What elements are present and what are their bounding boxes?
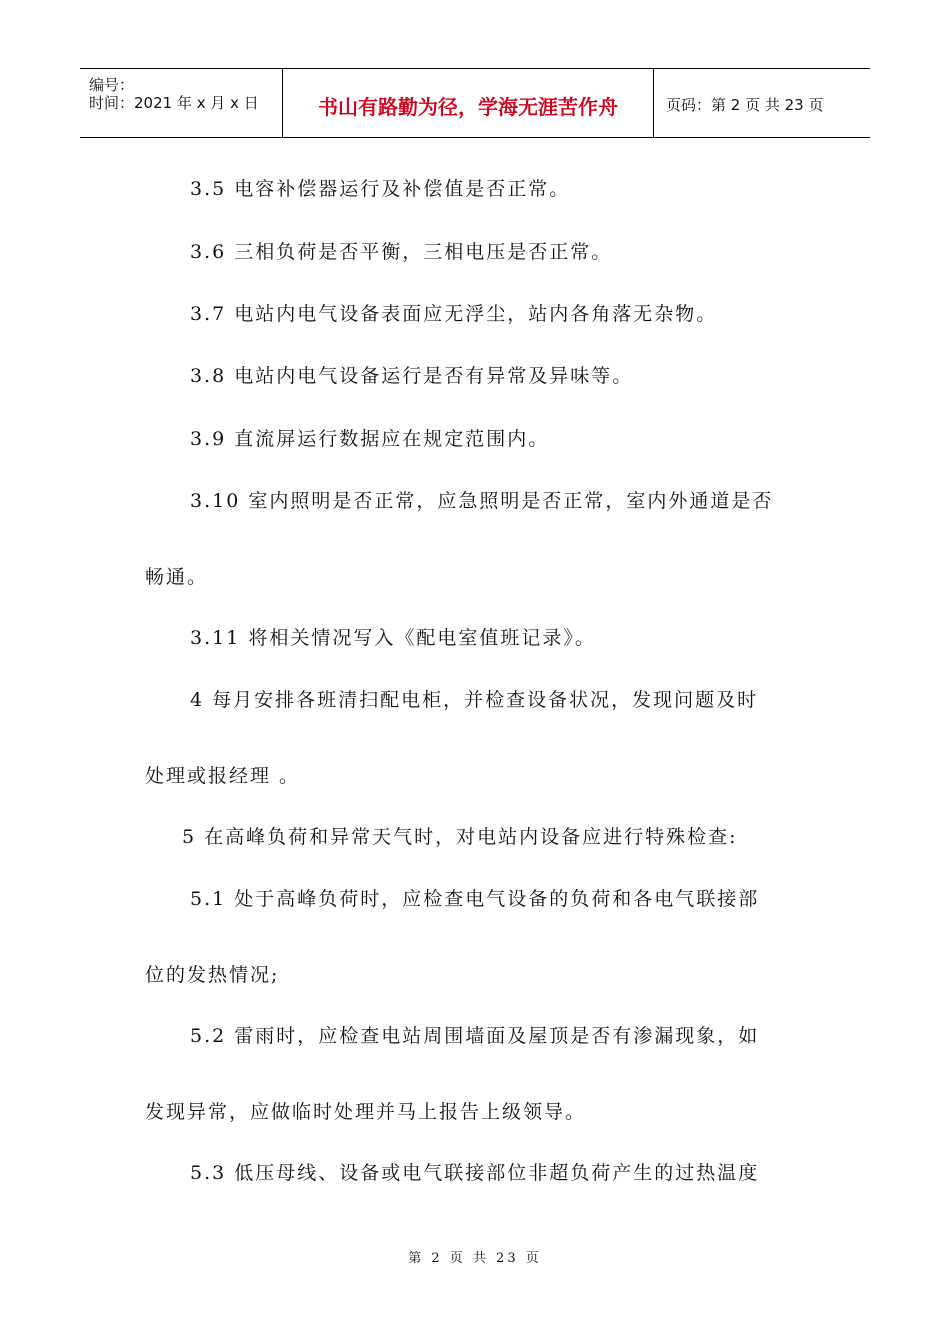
page-header [80, 68, 870, 138]
time-label: 时间：2021 年 x 月 x 日 [89, 94, 259, 112]
paragraph-line: 5.2 雷雨时，应检查电站周围墙面及屋顶是否有渗漏现象，如 [190, 1025, 760, 1047]
paragraph-line: 5.3 低压母线、设备或电气联接部位非超负荷产生的过热温度 [190, 1162, 760, 1184]
number-label: 编号： [89, 76, 135, 94]
header-motto: 书山有路勤为径，学海无涯苦作舟 [318, 95, 618, 119]
paragraph-line: 3.8 电站内电气设备运行是否有异常及异味等。 [190, 365, 634, 387]
paragraph-line: 位的发热情况; [145, 964, 280, 986]
paragraph-line: 畅通。 [145, 566, 209, 588]
header-motto-cell [282, 69, 654, 137]
paragraph-line: 发现异常，应做临时处理并马上报告上级领导。 [145, 1101, 587, 1123]
paragraph-line: 5.1 处于高峰负荷时，应检查电气设备的负荷和各电气联接部 [190, 888, 760, 910]
paragraph-line: 3.5 电容补偿器运行及补偿值是否正常。 [190, 178, 571, 200]
paragraph-line: 处理或报经理 。 [145, 765, 301, 787]
header-page-info: 页码：第 2 页 共 23 页 [666, 96, 824, 114]
paragraph-line: 4 每月安排各班清扫配电柜，并检查设备状况，发现问题及时 [190, 689, 759, 711]
page-footer: 第 2 页 共 23 页 [408, 1251, 542, 1266]
paragraph-line: 3.7 电站内电气设备表面应无浮尘，站内各角落无杂物。 [190, 303, 718, 325]
header-page-cell [654, 69, 870, 137]
paragraph-line: 3.6 三相负荷是否平衡，三相电压是否正常。 [190, 241, 613, 263]
paragraph-line: 3.10 室内照明是否正常，应急照明是否正常，室内外通道是否 [190, 490, 774, 512]
header-meta [80, 69, 282, 137]
paragraph-line: 5 在高峰负荷和异常天气时，对电站内设备应进行特殊检查: [182, 826, 738, 848]
paragraph-line: 3.9 直流屏运行数据应在规定范围内。 [190, 428, 550, 450]
paragraph-line: 3.11 将相关情况写入《配电室值班记录》。 [190, 627, 596, 649]
